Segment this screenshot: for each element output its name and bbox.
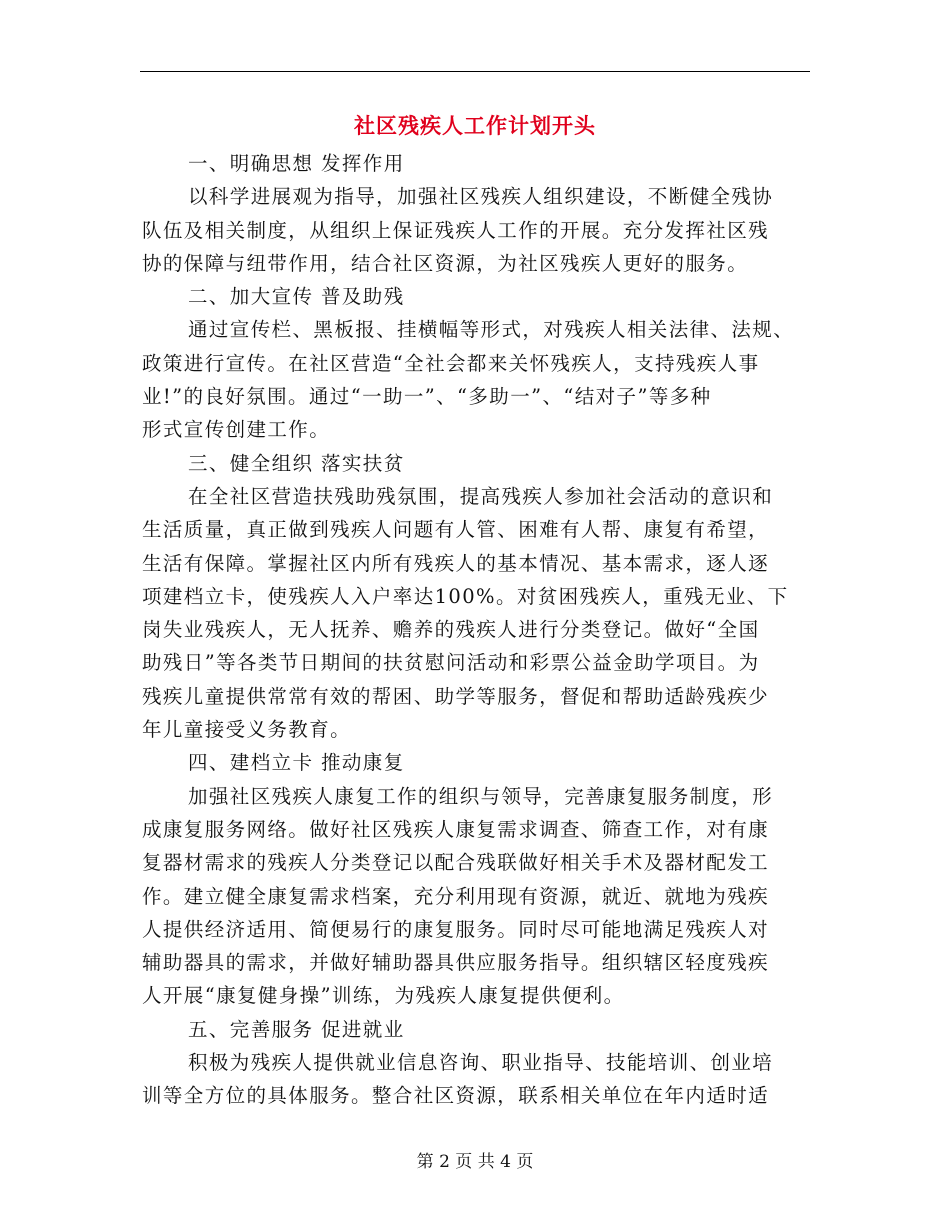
text-line: 人提供经济适用、简便易行的康复服务。同时尽可能地满足残疾人对 [142, 917, 770, 941]
text-line: 政策进行宣传。在社区营造“全社会都来关怀残疾人，支持残疾人事 [142, 351, 760, 375]
text-line: 通过宣传栏、黑板报、挂横幅等形式，对残疾人相关法律、法规、 [188, 318, 795, 342]
text-line: 残疾儿童提供常常有效的帮困、助学等服务，督促和帮助适龄残疾少 [142, 684, 770, 708]
text-line: 成康复服务网络。做好社区残疾人康复需求调查、筛查工作，对有康 [142, 817, 770, 841]
text-line: 三、健全组织 落实扶贫 [188, 451, 405, 475]
page-footer: 第 2 页 共 4 页 [416, 1152, 534, 1172]
document-title: 社区残疾人工作计划开头 [354, 113, 596, 138]
text-line: 二、加大宣传 普及助残 [188, 285, 405, 309]
text-line: 生活质量，真正做到残疾人问题有人管、困难有人帮、康复有希望， [142, 518, 770, 542]
text-line: 四、建档立卡 推动康复 [188, 751, 405, 775]
text-line: 队伍及相关制度，从组织上保证残疾人工作的开展。充分发挥社区残 [142, 218, 770, 242]
text-line: 形式宣传创建工作。 [142, 418, 331, 442]
text-line: 训等全方位的具体服务。整合社区资源，联系相关单位在年内适时适 [142, 1084, 770, 1108]
text-line: 年儿童接受义务教育。 [142, 718, 352, 742]
text-line: 人开展“康复健身操”训练，为残疾人康复提供便利。 [142, 984, 625, 1008]
text-line: 项建档立卡，使残疾人入户率达100%。对贫困残疾人，重残无业、下 [142, 584, 789, 608]
text-line: 一、明确思想 发挥作用 [188, 152, 405, 175]
document-body [142, 147, 802, 1113]
text-line: 在全社区营造扶残助残氛围，提高残疾人参加社会活动的意识和 [188, 484, 774, 508]
text-line: 协的保障与纽带作用，结合社区资源，为社区残疾人更好的服务。 [142, 251, 749, 275]
text-line: 业!”的良好氛围。通过“一助一”、“多助一”、“结对子”等多种 [142, 385, 712, 409]
header-rule [140, 71, 810, 72]
text-line: 积极为残疾人提供就业信息咨询、职业指导、技能培训、创业培 [188, 1051, 774, 1075]
text-line: 生活有保障。掌握社区内所有残疾人的基本情况、基本需求，逐人逐 [142, 551, 770, 575]
text-line: 作。建立健全康复需求档案，充分利用现有资源，就近、就地为残疾 [142, 884, 770, 908]
text-line: 五、完善服务 促进就业 [188, 1017, 405, 1041]
text-line: 辅助器具的需求，并做好辅助器具供应服务指导。组织辖区轻度残疾 [142, 951, 770, 975]
text-line: 岗失业残疾人，无人抚养、赡养的残疾人进行分类登记。做好“全国 [142, 618, 760, 642]
text-line: 加强社区残疾人康复工作的组织与领导，完善康复服务制度，形 [188, 784, 774, 808]
text-line: 以科学进展观为指导，加强社区残疾人组织建设，不断健全残协 [188, 185, 774, 209]
text-line: 助残日”等各类节日期间的扶贫慰问活动和彩票公益金助学项目。为 [142, 651, 760, 675]
text-line: 复器材需求的残疾人分类登记以配合残联做好相关手术及器材配发工 [142, 851, 770, 875]
